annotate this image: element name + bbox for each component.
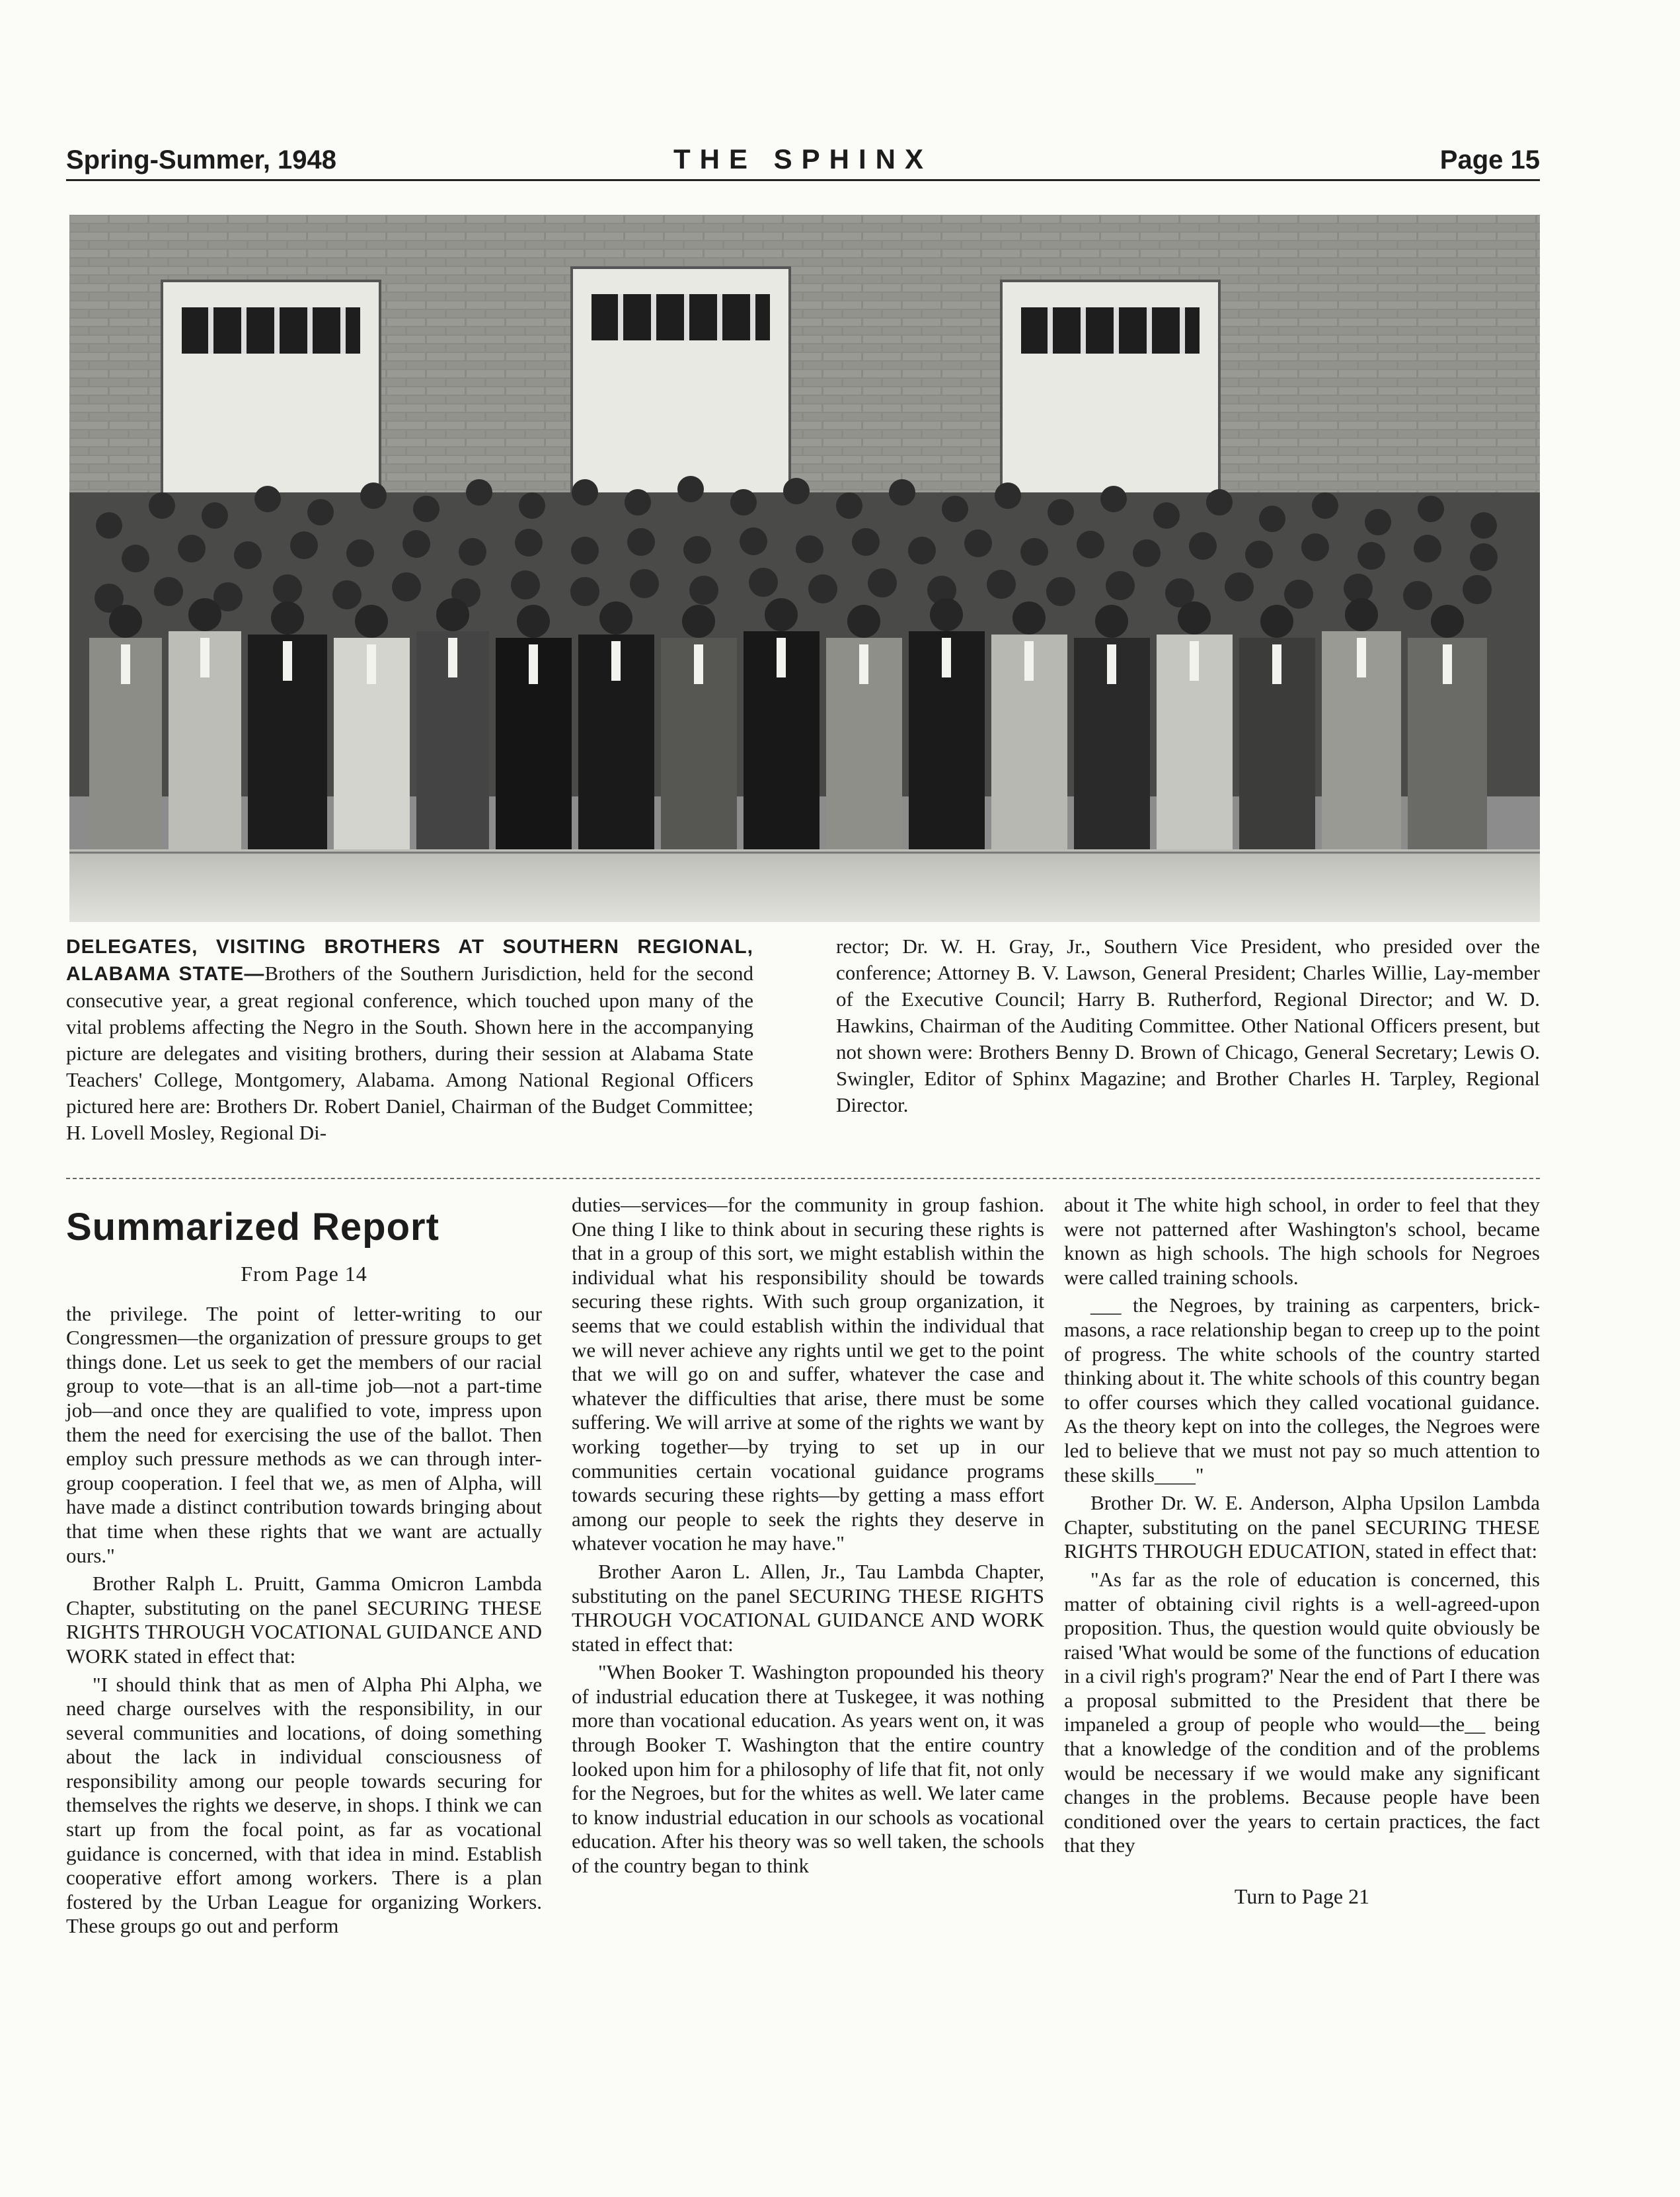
- article-title: Summarized Report: [66, 1206, 439, 1249]
- paragraph: Brother Aaron L. Allen, Jr., Tau Lambda Chapter, substituting on the panel SECURING THESE RIGHTS THROUGH VOCATIONAL GUIDANCE AND WORK stated in effect that:: [572, 1559, 1044, 1656]
- page-number: Page 15: [1439, 145, 1540, 174]
- paragraph: Brother Ralph L. Pruitt, Gamma Omicron Lambda Chapter, substituting on the panel SECURING THESE RIGHTS THROUGH VOCATIONAL GUIDANCE AND WORK stated in effect that:: [66, 1572, 542, 1668]
- page-header: [66, 135, 1540, 181]
- article-column-3: [1064, 1193, 1540, 1909]
- paragraph: ___ the Negroes, by training as carpenters, brick-masons, a race relationship began to creep up to the point of progress. The white schools of the country started thinking about it. The white schools of this country began to offer courses which they called vocational guidance. As the theory kept on into the colleges, the Negroes were led to believe that we must not pay so much attention to these skills____": [1064, 1293, 1540, 1486]
- paragraph: the privilege. The point of letter-writing to our Congressmen—the organization of pressure groups to get things done. Let us seek to get the members of our racial group to vote—that is an all-time job—not a part-time job—and once they are qualified to vote, impress upon them the need for exercising the use of the ballot. Then employ such pressure methods as we can through inter-group cooperation. I feel that we, as men of Alpha, will have made a distinct contribution towards bringing about that time when these rights that we want are actually ours.": [66, 1301, 542, 1567]
- magazine-title: THE SPHINX: [673, 143, 933, 174]
- paragraph: about it The white high school, in order to feel that they were not patterned after Washington's school, became known as high schools. The high schools for Negroes were called training schools.: [1064, 1193, 1540, 1289]
- issue-date: Spring-Summer, 1948: [66, 145, 337, 174]
- continued-from: From Page 14: [241, 1262, 367, 1286]
- continued-link[interactable]: Turn to Page 21: [1234, 1884, 1370, 1909]
- paragraph: "When Booker T. Washington propounded his theory of industrial education there at Tuskegee, it was nothing more than vocational education. As years went on, it was through Booker T. Washington that the entire country looked upon him for a philosophy of life that fit, not only for the Negroes, but for the whites as well. We later came to know industrial education in our schools as vocational education. After his theory was so well taken, the schools of the country began to think: [572, 1660, 1044, 1878]
- article-column-1: [66, 1193, 542, 1943]
- caption-divider: [66, 1178, 1540, 1179]
- paragraph: "As far as the role of education is concerned, this matter of obtaining civil rights is a well-agreed-upon proposition. Thus, the question would quite obviously be raised 'What would be some of the functions of education in a civil righ's program?' Near the end of Part I there was a proposal submitted to the President that there be impaneled a group of people who would—the__ being that a knowledge of the condition and of the problems would be necessary if we would make any significant changes in the problems. Because people have been conditioned over the years to certain practices, the fact that they: [1064, 1567, 1540, 1857]
- photo-caption-right: [836, 933, 1540, 1118]
- article-column-2: [572, 1193, 1044, 1882]
- group-photo: [69, 215, 1540, 922]
- paragraph: Brother Dr. W. E. Anderson, Alpha Upsilon Lambda Chapter, substituting on the panel SECURING THESE RIGHTS THROUGH EDUCATION, stated in effect that:: [1064, 1491, 1540, 1563]
- caption-left-text: Brothers of the Southern Jurisdiction, held for the second consecutive year, a great regional conference, which touched upon many of the vital problems affecting the Negro in the South. Shown here in the accompanying picture are delegates and visiting brothers, during their session at Alabama State Teachers' College, Montgomery, Alabama. Among National Regional Officers pictured here are: Brothers Dr. Robert Daniel, Chairman of the Budget Committee; H. Lovell Mosley, Regional Di-: [66, 962, 754, 1144]
- group-photo-image: [69, 215, 1540, 922]
- photo-caption-left: [66, 933, 753, 1146]
- caption-lead: DELEGATES, VISITING BROTHERS AT SOUTHERN REGIONAL, ALABAMA STATE—: [66, 936, 753, 985]
- caption-right-text: rector; Dr. W. H. Gray, Jr., Southern Vice President, who presided over the conference; Attorney B. V. Lawson, General President; Charles Willie, Lay-member of the Executive Council; Harry B. Rutherford, Regional Director; and W. D. Hawkins, Chairman of the Auditing Committee. Other National Officers present, but not shown were: Brothers Benny D. Brown of Chicago, General Secretary; Lewis O. Swingler, Editor of Sphinx Magazine; and Brother Charles H. Tarpley, Regional Director.: [836, 935, 1540, 1116]
- paragraph: duties—services—for the community in group fashion. One thing I like to think about in securing these rights is that in a group of this sort, we might establish within the individual what his responsibility should be towards securing these rights. With such group organization, it seems that we could establish within the individual that we will never achieve any rights until we get to the point that we will go on and suffer, whatever the case and whatever the difficulties that arise, there must be some suffering. We will arrive at some of the rights we want by working together—by trying to set up in our communities certain vocational guidance programs towards securing these rights—by getting a mass effort among our people to seek the rights they deserve in whatever vocation he may have.": [572, 1193, 1044, 1555]
- paragraph: "I should think that as men of Alpha Phi Alpha, we need charge ourselves with the responsibility, in our several communities and locations, of doing something about the lack in individual consciousness of responsibility among our people towards securing for themselves the rights we deserve, in shops. I think we can start up from the focal point, as far as vocational guidance is concerned, with that idea in mind. Establish cooperative effort among workers. There is a plan fostered by the Urban League for organizing Workers. These groups go out and perform: [66, 1672, 542, 1938]
